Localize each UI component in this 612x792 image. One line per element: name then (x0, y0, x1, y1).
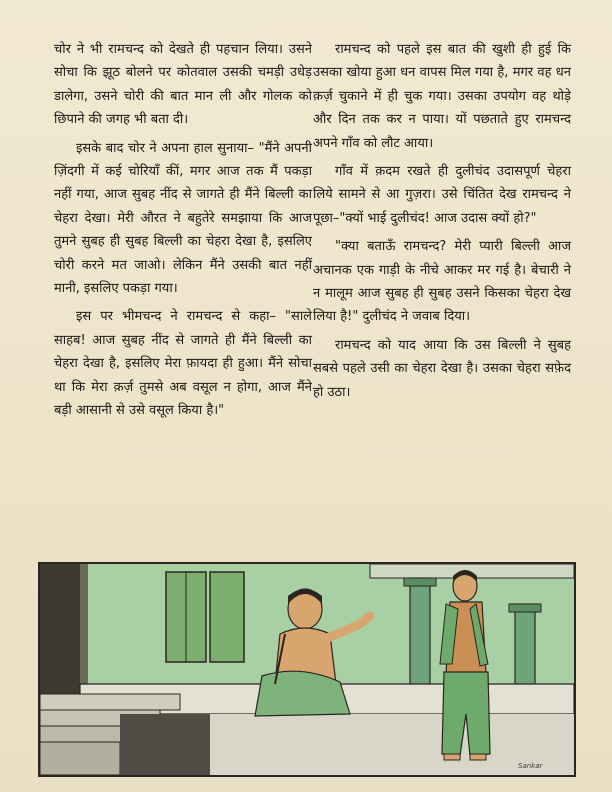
illustration-scene (40, 564, 574, 775)
step (40, 694, 180, 710)
paragraph: गाँव में क़दम रखते ही दुलीचंद उदासपूर्ण चेहरा लिये सामने से आ गुज़रा। उसे चिंतित देख रामचन्द ने पूछा–"क्यों भाई दुलीचंद! आज उदास क्यों हो?" (313, 164, 571, 226)
door-frame (80, 564, 88, 694)
foot (470, 754, 486, 760)
paragraph: रामचन्द को पहले इस बात की खुशी ही हुई कि उसका खोया हुआ धन वापस मिल गया है, मगर वह धन क़र्ज़ चुकाने में ही चुक गया। उसका उपयोग वह थोड़े और दिन तक कर न पाया। यों पछताते हुए रामचन्द अपने गाँव को लौट आया। (313, 42, 571, 151)
story-illustration (38, 562, 576, 777)
paragraph: रामचन्द को याद आया कि उस बिल्ली ने सुबह सबसे पहले उसी का चेहरा देखा है। उसका चेहरा सफ़ेद हो उठा। (313, 337, 571, 400)
left-text-column (54, 38, 312, 423)
artist-signature: Sankar (518, 762, 543, 770)
shadowed-steps (120, 714, 210, 775)
paragraph: चोर ने भी रामचन्द को देखते ही पहचान लिया। उसने सोचा कि झूठ बोलने पर कोतवाल उसकी चमड़ी उधेड़ डालेगा, उसने चोरी की बात मान ली और गोलक को छिपाने की जगह भी बता दी। (54, 42, 312, 128)
dark-doorway (40, 564, 80, 694)
paragraph: इस पर भीमचन्द ने रामचन्द से कहा– "साले साहब! आज सुबह नींद से जागते ही मैंने बिल्ली का चेहरा देखा है, इसलिए मेरा फ़ायदा ही हुआ। मैंने सोचा था कि मेरा क़र्ज़ तुमसे अब वसूल न होगा, आज मैंने बड़ी आसानी से उसे वसूल किया है।" (54, 309, 312, 419)
foot (444, 754, 460, 760)
pillar-cap (509, 604, 541, 612)
right-text-column (313, 38, 571, 404)
window-shutter-right (210, 572, 244, 662)
paragraph: "क्या बताऊँ रामचन्द? मेरी प्यारी बिल्ली आज अचानक एक गाड़ी के नीचे आकर मर गई है। बेचारी ने न मालूम आज सुबह ही सुबह उसने किसका चेहरा देख लिया है!" दुलीचंद ने जवाब दिया। (313, 239, 571, 325)
step (40, 742, 120, 775)
pillar-cap (404, 578, 436, 586)
paragraph: इसके बाद चोर ने अपना हाल सुनाया– "मैंने अपनी ज़िंदगी में कई चोरियाँ कीं, मगर आज तक मैं पकड़ा नहीं गया, आज सुबह नींद से जागते ही मैंने बिल्ली का चेहरा देखा। मेरी औरत ने बहुतेरे समझाया कि आज तुमने सुबह ही सुबह बिल्ली का चेहरा देखा है, इसलिए चोरी करने मत जाओ। लेकिन मैंने उसकी बात नहीं मानी, इसलिए पकड़ा गया। (54, 140, 312, 297)
